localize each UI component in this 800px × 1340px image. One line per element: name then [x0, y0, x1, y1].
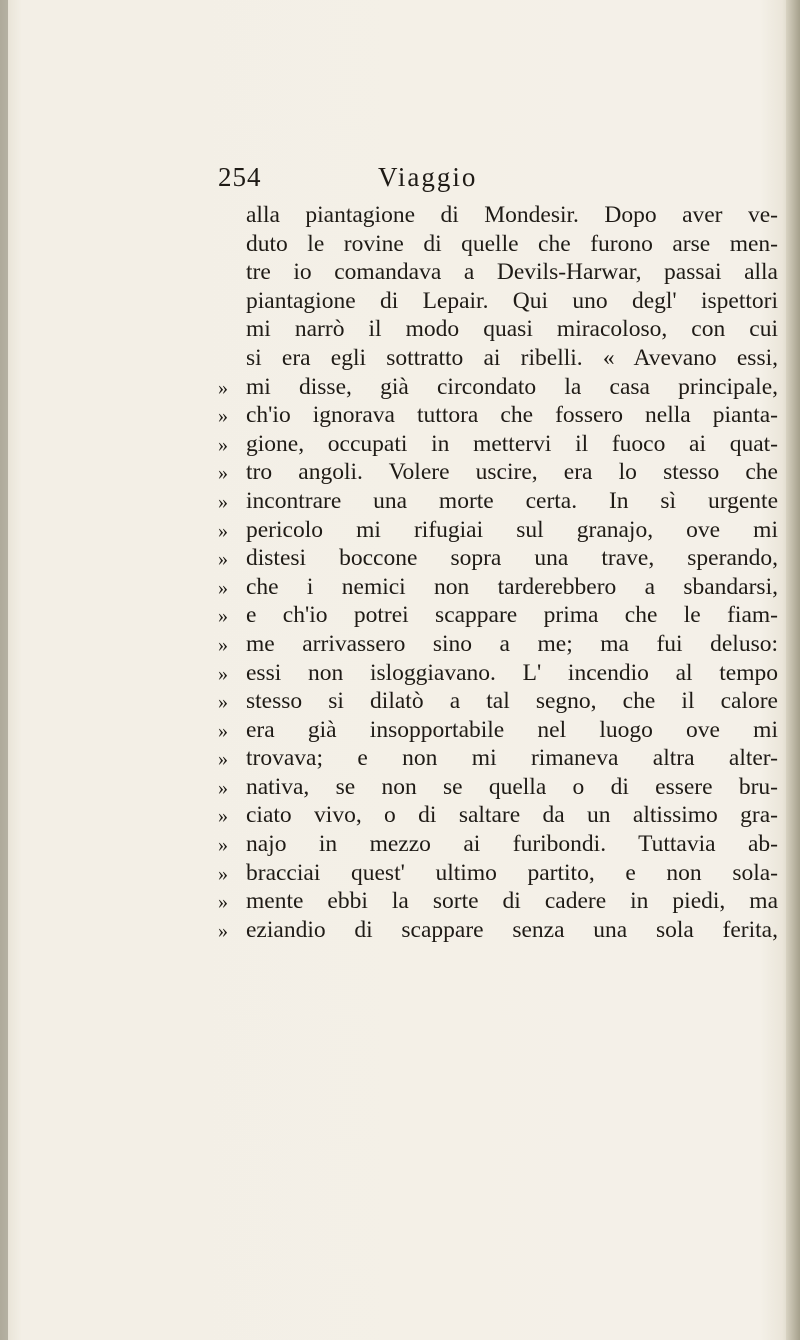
text-line: [218, 859, 778, 888]
quote-mark: »: [218, 691, 228, 714]
line-text: tro angoli. Volere uscire, era lo stesso che: [246, 459, 778, 486]
quote-mark: »: [218, 376, 228, 399]
quote-mark: »: [218, 805, 228, 828]
quote-mark: »: [218, 748, 228, 771]
text-line: [218, 687, 778, 716]
line-text: era già insopportabile nel luogo ove mi: [246, 716, 778, 743]
quote-mark: »: [218, 919, 228, 942]
text-line: [218, 287, 778, 316]
quote-mark: »: [218, 519, 228, 542]
line-text: tre io comandava a Devils-Harwar, passai alla: [246, 259, 778, 286]
quote-mark: »: [218, 862, 228, 885]
line-text: piantagione di Lepair. Qui uno degl' ispettori: [246, 287, 778, 314]
page-number: 254: [218, 162, 262, 192]
text-line: [218, 373, 778, 402]
line-text: e ch'io potrei scappare prima che le fiam-: [246, 602, 778, 629]
text-line: [218, 659, 778, 688]
spine-shadow: [0, 0, 8, 1340]
line-text: me arrivassero sino a me; ma fui deluso:: [246, 630, 778, 657]
page-edge: [786, 0, 800, 1340]
line-text: gione, occupati in mettervi il fuoco ai quat-: [246, 430, 778, 457]
text-line: [218, 630, 778, 659]
quote-mark: »: [218, 891, 228, 914]
line-text: duto le rovine di quelle che furono arse men-: [246, 230, 778, 257]
text-line: [218, 401, 778, 430]
text-line: [218, 601, 778, 630]
line-text: nativa, se non se quella o di essere bru-: [246, 773, 778, 800]
text-line: [218, 344, 778, 373]
text-line: [218, 916, 778, 945]
text-line: [218, 201, 778, 230]
text-line: [218, 430, 778, 459]
text-line: [218, 573, 778, 602]
quote-mark: »: [218, 776, 228, 799]
line-text: distesi boccone sopra una trave, sperando,: [246, 545, 778, 572]
line-text: mi disse, già circondato la casa principale,: [246, 373, 778, 400]
line-text: mente ebbi la sorte di cadere in piedi, ma: [246, 888, 778, 915]
quote-mark: »: [218, 576, 228, 599]
quote-mark: »: [218, 662, 228, 685]
text-line: [218, 544, 778, 573]
quote-mark: »: [218, 605, 228, 628]
page-header: [218, 162, 638, 202]
quote-mark: »: [218, 462, 228, 485]
running-head: Viaggio: [378, 162, 478, 192]
text-line: [218, 801, 778, 830]
quote-mark: »: [218, 633, 228, 656]
line-text: pericolo mi rifugiai sul granajo, ove mi: [246, 516, 778, 543]
line-text: bracciai quest' ultimo partito, e non sola-: [246, 859, 778, 886]
text-line: [218, 830, 778, 859]
quote-mark: »: [218, 834, 228, 857]
text-line: [218, 516, 778, 545]
text-line: [218, 773, 778, 802]
line-text: eziandio di scappare senza una sola ferita,: [246, 916, 778, 943]
line-text: alla piantagione di Mondesir. Dopo aver ve-: [246, 202, 778, 228]
text-line: [218, 230, 778, 259]
quote-mark: »: [218, 433, 228, 456]
line-text: stesso si dilatò a tal segno, che il calore: [246, 688, 778, 715]
quote-mark: »: [218, 548, 228, 571]
text-line: [218, 887, 778, 916]
line-text: najo in mezzo ai furibondi. Tuttavia ab-: [246, 831, 778, 858]
line-text: si era egli sottratto ai ribelli. « Avevano essi,: [246, 344, 778, 371]
quote-mark: »: [218, 719, 228, 742]
line-text: mi narrò il modo quasi miracoloso, con cui: [246, 316, 778, 343]
quote-mark: »: [218, 405, 228, 428]
line-text: essi non isloggiavano. L' incendio al tempo: [246, 659, 778, 686]
line-text: ciato vivo, o di saltare da un altissimo gra-: [246, 802, 778, 829]
line-text: che i nemici non tarderebbero a sbandarsi,: [246, 573, 778, 600]
text-line: [218, 716, 778, 745]
text-line: [218, 458, 778, 487]
line-text: ch'io ignorava tuttora che fossero nella pianta-: [246, 402, 778, 429]
text-line: [218, 744, 778, 773]
quote-mark: »: [218, 490, 228, 513]
text-line: [218, 487, 778, 516]
line-text: incontrare una morte certa. In sì urgente: [246, 487, 778, 514]
text-line: [218, 258, 778, 287]
body-text: [218, 201, 778, 944]
text-line: [218, 315, 778, 344]
line-text: trovava; e non mi rimaneva altra alter-: [246, 745, 778, 772]
